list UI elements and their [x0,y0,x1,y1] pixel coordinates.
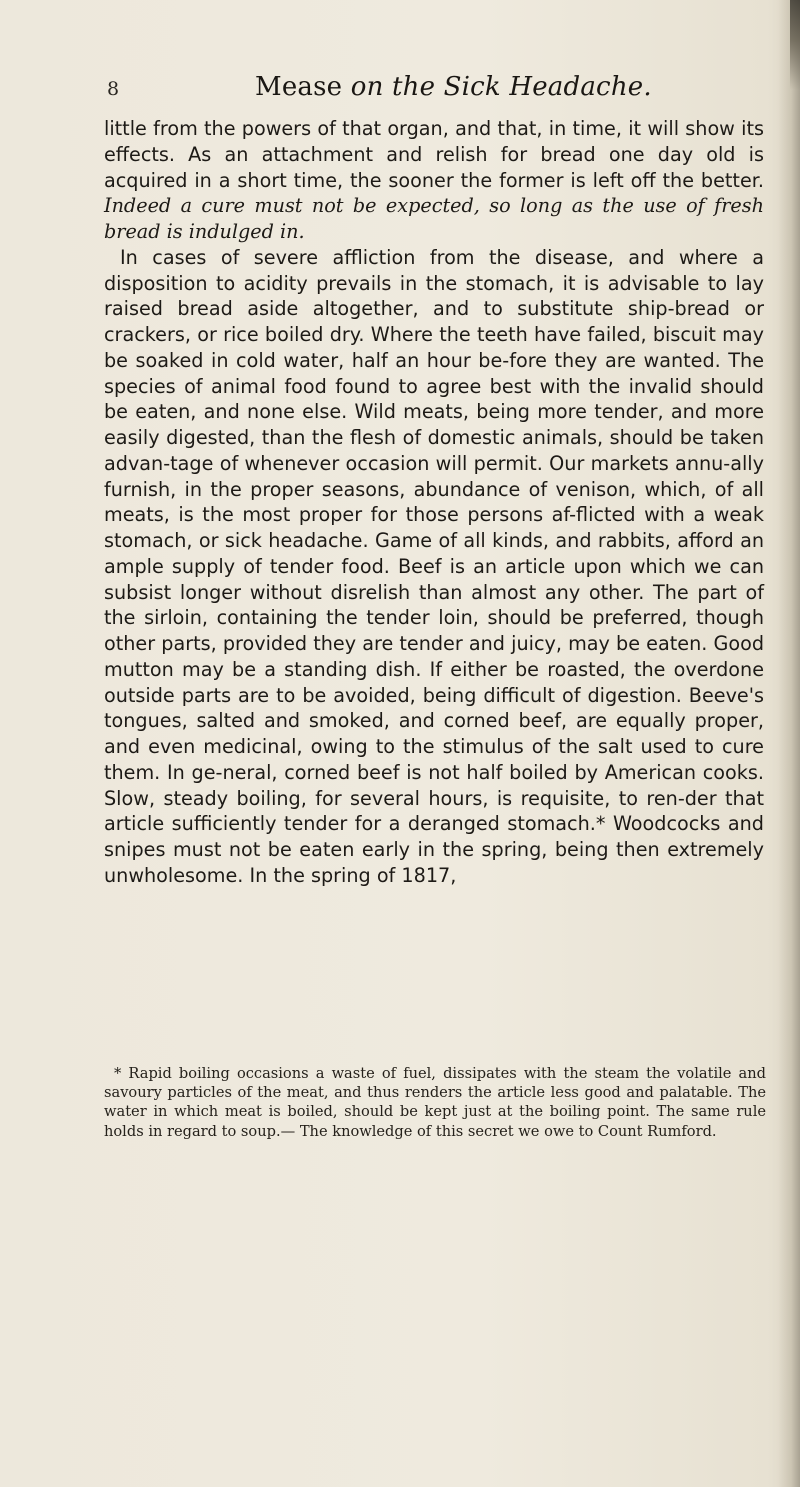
page-number: 8 [107,78,120,100]
page-edge-mark [790,0,800,90]
paragraph-1-plain: little from the powers of that organ, and that, in time, it will show its effects. As an attachment and relish for bread one day old is acquired in a short time, the sooner the former is left off the better. [104,117,764,192]
paragraph-1-italic: Indeed a cure must not be expected, so long as the use of fresh bread is indulged in. [104,194,764,243]
running-title-author: Mease [255,72,343,102]
paragraph-1 [104,116,764,245]
footnote [104,1064,766,1141]
running-title-subject: Sick Headache. [443,72,652,102]
paragraph-2: In cases of severe affliction from the disease, and where a disposition to acidity prevails in the stomach, it is advisable to lay raised bread aside altogether, and to substitute ship-bread or crackers, or rice boiled dry. Where the teeth have failed, biscuit may be soaked in cold water, half an hour be-fore they are wanted. The species of animal food found to agree best with the invalid should be eaten, and none else. Wild meats, being more tender, and more easily digested, than the flesh of domestic animals, should be taken advan-tage of whenever occasion will permit. Our markets annu-ally furnish, in the proper seasons, abundance of venison, which, of all meats, is the most proper for those persons af-flicted with a weak stomach, or sick headache. Game of all kinds, and rabbits, afford an ample supply of tender food. Beef is an article upon which we can subsist longer without disrelish than almost any other. The part of the sirloin, containing the tender loin, should be preferred, though other parts, provided they are tender and juicy, may be eaten. Good mutton may be a standing dish. If either be roasted, the overdone outside parts are to be avoided, being difficult of digestion. Beeve's tongues, salted and smoked, and corned beef, are equally proper, and even medicinal, owing to the stimulus of the salt used to cure them. In ge-neral, corned beef is not half boiled by American cooks. Slow, steady boiling, for several hours, is requisite, to ren-der that article sufficiently tender for a deranged stomach.* Woodcocks and snipes must not be eaten early in the spring, being then extremely unwholesome. In the spring of 1817, [104,245,764,887]
running-title-connector: on the [350,72,436,102]
page-edge-shadow [778,0,800,1487]
body-text [104,116,764,889]
running-title [255,72,735,102]
footnote-text: * Rapid boiling occasions a waste of fuel, dissipates with the steam the volatile and savoury particles of the meat, and thus renders the article less good and palatable. The water in which meat is boiled, should be kept just at the boiling point. The same rule holds in regard to soup.— The knowledge of this secret we owe to Count Rumford. [104,1065,766,1140]
